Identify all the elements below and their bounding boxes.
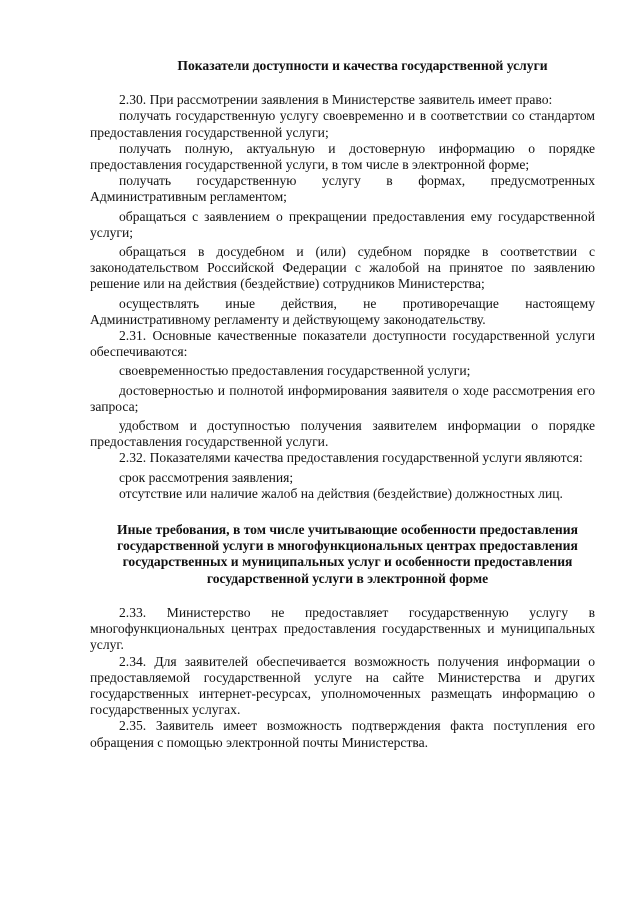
paragraph: 2.34. Для заявителей обеспечивается возможность получения информации о предоставляемой государственной услуге на сайте Министерства и других государственных интернет-ресурсах, уполномоченных размещать информацию о государственных услугах.	[90, 653, 595, 718]
paragraph: 2.32. Показателями качества предоставления государственной услуги являются:	[119, 450, 583, 466]
section-title-other-requirements: Иные требования, в том числе учитывающие особенности предоставления государственной услуги в многофункциональных центрах предоставления государственных и муниципальных услуг и особенности предоставления государственной услуги в электронной форме	[117, 522, 578, 586]
paragraph: удобством и доступностью получения заявителем информации о порядке предоставления государственной услуги.	[90, 418, 595, 450]
paragraph: достоверностью и полнотой информирования заявителя о ходе рассмотрения его запроса;	[90, 382, 595, 414]
paragraph: обращаться в досудебном и (или) судебном порядке в соответствии с законодательством Российской Федерации с жалобой на принятое по заявлению решение или на действия (бездействие) сотрудников Министерства;	[90, 244, 595, 292]
paragraph: 2.35. Заявитель имеет возможность подтверждения факта поступления его обращения с помощью электронной почты Министерства.	[90, 718, 595, 750]
paragraph: отсутствие или наличие жалоб на действия (бездействие) должностных лиц.	[119, 485, 563, 501]
paragraph: 2.30. При рассмотрении заявления в Министерстве заявитель имеет право:	[119, 92, 553, 108]
paragraph: получать государственную услугу своевременно и в соответствии со стандартом предоставления государственной услуги;	[90, 108, 595, 140]
paragraph: получать государственную услугу в формах, предусмотренных Административным регламентом;	[90, 173, 595, 205]
paragraph: осуществлять иные действия, не противоречащие настоящему Административному регламенту и действующему законодательству.	[90, 295, 595, 327]
document-page	[90, 58, 595, 751]
paragraph: своевременностью предоставления государственной услуги;	[119, 363, 471, 379]
paragraph: срок рассмотрения заявления;	[119, 469, 294, 485]
section-title-accessibility: Показатели доступности и качества государственной услуги	[177, 58, 548, 73]
paragraph: получать полную, актуальную и достоверную информацию о порядке предоставления государственной услуги, в том числе в электронной форме;	[90, 140, 595, 173]
paragraph: обращаться с заявлением о прекращении предоставления ему государственной услуги;	[90, 208, 595, 240]
paragraph: 2.33. Министерство не предоставляет государственную услугу в многофункциональных центрах предоставления государственных и муниципальных услуг.	[90, 604, 595, 653]
paragraph: 2.31. Основные качественные показатели доступности государственной услуги обеспечиваются:	[90, 328, 595, 360]
